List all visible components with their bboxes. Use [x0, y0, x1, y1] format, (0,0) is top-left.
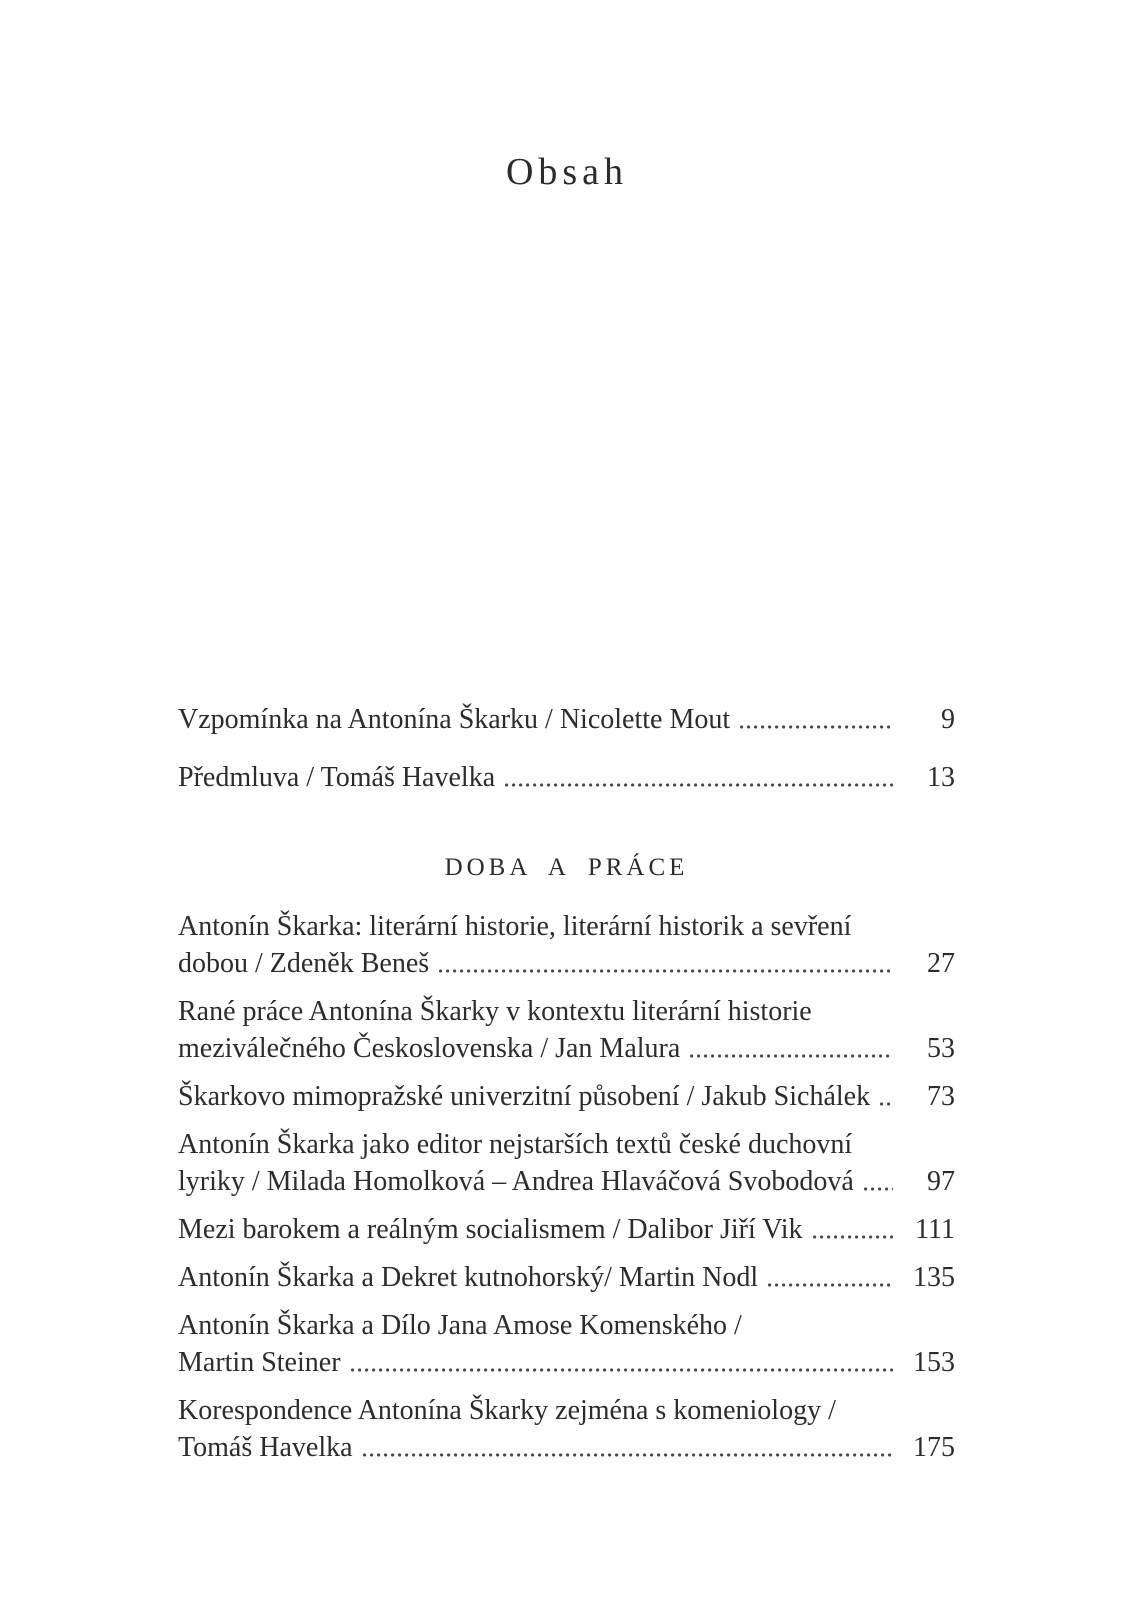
toc-entry [178, 1259, 955, 1296]
toc-entry-line: Korespondence Antonína Škarky zejména s komeniology / [178, 1394, 836, 1426]
page-title: Obsah [505, 151, 629, 193]
dot-leader [813, 1235, 893, 1239]
page-number: 13 [927, 761, 955, 793]
toc-content [178, 701, 955, 1466]
page-number: 73 [927, 1080, 955, 1112]
toc-entry-text: Mezi barokem a reálným socialismem / Dalibor Jiří Vik [178, 1213, 803, 1245]
page-number: 153 [913, 1346, 955, 1378]
toc-entry [178, 1392, 955, 1466]
toc-entry-line: Antonín Škarka: literární historie, literární historik a sevření [178, 910, 852, 942]
toc-entry-text: Antonín Škarka a Dekret kutnohorský/ Martin Nodl [178, 1261, 759, 1293]
toc-entry-line [178, 945, 955, 982]
page-number: 111 [915, 1213, 955, 1245]
page-number: 53 [927, 1032, 955, 1064]
toc-entry-line [178, 1344, 955, 1381]
toc-entry [178, 993, 955, 1067]
toc-entry-line [178, 1163, 955, 1200]
toc-entry-line [178, 701, 955, 738]
toc-entry-line [178, 759, 955, 796]
toc-entry-line: Antonín Škarka a Dílo Jana Amose Komenského / [178, 1309, 742, 1341]
toc-entry-text: lyriky / Milada Homolková – Andrea Hlaváčová Svobodová [178, 1165, 854, 1197]
toc-entry-line [178, 1429, 955, 1466]
toc-entry-text: meziválečného Československa / Jan Malura [178, 1032, 681, 1064]
dot-leader [864, 1187, 893, 1191]
page-number: 97 [927, 1165, 955, 1197]
section-heading: DOBA A PRÁCE [444, 853, 689, 881]
toc-entry-line [178, 1030, 955, 1067]
toc-entry-text: Tomáš Havelka [178, 1431, 353, 1463]
toc-entry-text: Škarkovo mimopražské univerzitní působení / Jakub Sichálek [178, 1080, 871, 1112]
toc-entry-text: Předmluva / Tomáš Havelka [178, 761, 496, 793]
toc-main-list [178, 908, 955, 1466]
page-number: 27 [927, 947, 955, 979]
toc-entry-text: Vzpomínka na Antonína Škarku / Nicolette Mout [178, 703, 731, 735]
toc-entry-line: Antonín Škarka jako editor nejstarších textů české duchovní [178, 1128, 853, 1160]
page-number: 135 [913, 1261, 955, 1293]
dot-leader [505, 783, 893, 787]
toc-entry [178, 1078, 955, 1115]
toc-entry [178, 908, 955, 982]
dot-leader [351, 1368, 893, 1372]
toc-entry-text: Martin Steiner [178, 1346, 341, 1378]
dot-leader [690, 1054, 893, 1058]
toc-entry-text: dobou / Zdeněk Beneš [178, 947, 430, 979]
page-number: 9 [941, 703, 955, 735]
toc-entry-line [178, 1078, 955, 1115]
toc-entry-line [178, 1211, 955, 1248]
toc-entry [178, 759, 955, 796]
toc-entry [178, 1211, 955, 1248]
dot-leader [439, 969, 893, 973]
page-number: 175 [913, 1431, 955, 1463]
toc-front-list [178, 701, 955, 796]
dot-leader [740, 725, 893, 729]
toc-entry-line [178, 1259, 955, 1296]
toc-entry [178, 1307, 955, 1381]
toc-entry [178, 701, 955, 738]
toc-entry-line: Rané práce Antonína Škarky v kontextu literární historie [178, 995, 812, 1027]
dot-leader [880, 1102, 893, 1106]
dot-leader [363, 1453, 893, 1457]
dot-leader [768, 1283, 893, 1287]
toc-entry [178, 1126, 955, 1200]
